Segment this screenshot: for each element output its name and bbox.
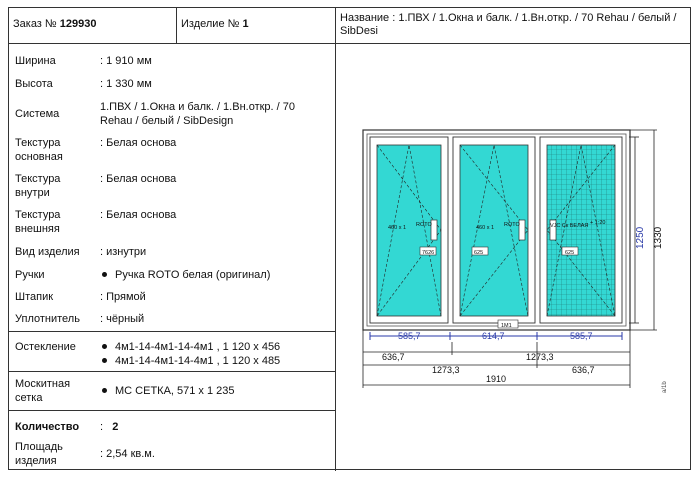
width-label: Ширина: [15, 55, 56, 67]
height-label: Высота: [15, 78, 53, 90]
bullet-icon: [102, 344, 107, 349]
sash-label: 460 x 1: [388, 225, 407, 231]
item-name-cell: [336, 8, 692, 44]
quantity-colon: :: [100, 421, 104, 433]
divider: [9, 410, 336, 411]
glazing-label: Остекление: [15, 341, 76, 353]
kind-label: Вид изделия: [15, 246, 80, 258]
bullet-icon: [102, 358, 107, 363]
glazing-value-2: 4м1-14-4м1-14-4м1 , 1 120 x 485: [115, 355, 281, 367]
texture-main-label: Текстура основная: [15, 137, 63, 163]
texture-main-value: : Белая основа: [100, 137, 177, 149]
order-number-cell: [9, 8, 177, 44]
bullet-icon: [102, 388, 107, 393]
bead-label: Штапик: [15, 291, 54, 303]
glazing-item-1: [100, 340, 332, 354]
quantity-value: 2: [112, 421, 119, 433]
kind-value: : изнутри: [100, 246, 147, 258]
mosquito-value-wrap: [100, 384, 332, 398]
window-drawing: [336, 44, 692, 471]
texture-outside-label: Текстура внешняя: [15, 209, 61, 235]
sash-left: [370, 137, 448, 323]
sash-label: 460 x 1: [476, 225, 495, 231]
drawing-panel: [336, 44, 692, 471]
sash-code: 625: [474, 250, 484, 256]
texture-outside-value: : Белая основа: [100, 209, 177, 221]
dim-sash-2: 614,7: [482, 331, 505, 341]
dim-outer-height: 1330: [653, 226, 664, 249]
dim-sash-1: 585,7: [398, 331, 421, 341]
item-label: Изделие №: [181, 18, 240, 30]
area-value: : 2,54 кв.м.: [100, 448, 155, 460]
bead-value: : Прямой: [100, 291, 146, 303]
item-number: 1: [242, 18, 249, 30]
order-sheet: [8, 7, 691, 470]
dim-636-right: 636,7: [572, 365, 595, 375]
sash-code: 7626: [422, 250, 435, 256]
sash-code: 625: [565, 250, 575, 256]
drawing-note: a/1b: [662, 381, 668, 393]
order-label: Заказ №: [13, 18, 57, 30]
dim-total-width: 1910: [486, 374, 507, 384]
bottom-tag: 1M1: [501, 323, 512, 329]
glazing-item-2: [100, 354, 332, 368]
item-name: Название : 1.ПВХ / 1.Окна и балк. / 1.Вн.откр. / 70 Rehau / белый / SibDesi: [340, 12, 677, 37]
dim-1273-left: 1273,3: [432, 365, 460, 375]
dim-sash-3: 585,7: [570, 331, 593, 341]
header-row: [9, 8, 690, 44]
glazing-value-1: 4м1-14-4м1-14-4м1 , 1 120 x 456: [115, 341, 281, 353]
handles-label: Ручки: [15, 269, 45, 281]
sash-right: [540, 137, 622, 323]
sash-label: + 1:20: [590, 220, 606, 226]
texture-inside-value: : Белая основа: [100, 173, 177, 185]
divider: [9, 371, 336, 372]
sash-label: ROTO: [504, 222, 520, 228]
system-label: Система: [15, 108, 60, 120]
quantity-label: Количество: [15, 421, 80, 433]
seal-label: Уплотнитель: [15, 313, 80, 325]
bullet-icon: [102, 272, 107, 277]
dim-1273-mid: 1273,3: [526, 352, 554, 362]
divider: [9, 331, 336, 332]
width-value: : 1 910 мм: [100, 55, 152, 67]
dim-636-left: 636,7: [382, 352, 405, 362]
item-number-cell: [177, 8, 336, 44]
spec-panel: [9, 44, 336, 471]
handles-value: Ручка ROTO белая (оригинал): [115, 269, 271, 281]
height-value: : 1 330 мм: [100, 78, 152, 90]
mosquito-net: [547, 145, 615, 316]
handle-icon: [431, 220, 437, 240]
mosquito-value: МС СЕТКА, 571 x 1 235: [115, 385, 235, 397]
area-label: Площадь изделия: [15, 441, 63, 467]
quantity-value-wrap: [100, 420, 332, 434]
mosquito-label: Москитная сетка: [15, 378, 71, 404]
sash-label: VJC Ск БЕЛАЯ: [550, 223, 589, 229]
system-value: 1.ПВХ / 1.Окна и балк. / 1.Вн.откр. / 70 Rehau / белый / SibDesign: [100, 101, 295, 127]
dim-inner-height: 1250: [635, 226, 646, 249]
texture-inside-label: Текстура внутри: [15, 173, 61, 199]
sash-label: ROTO: [416, 222, 432, 228]
seal-value: : чёрный: [100, 313, 145, 325]
order-number: 129930: [59, 18, 97, 30]
handles-value-wrap: [100, 268, 332, 282]
handle-icon: [519, 220, 525, 240]
